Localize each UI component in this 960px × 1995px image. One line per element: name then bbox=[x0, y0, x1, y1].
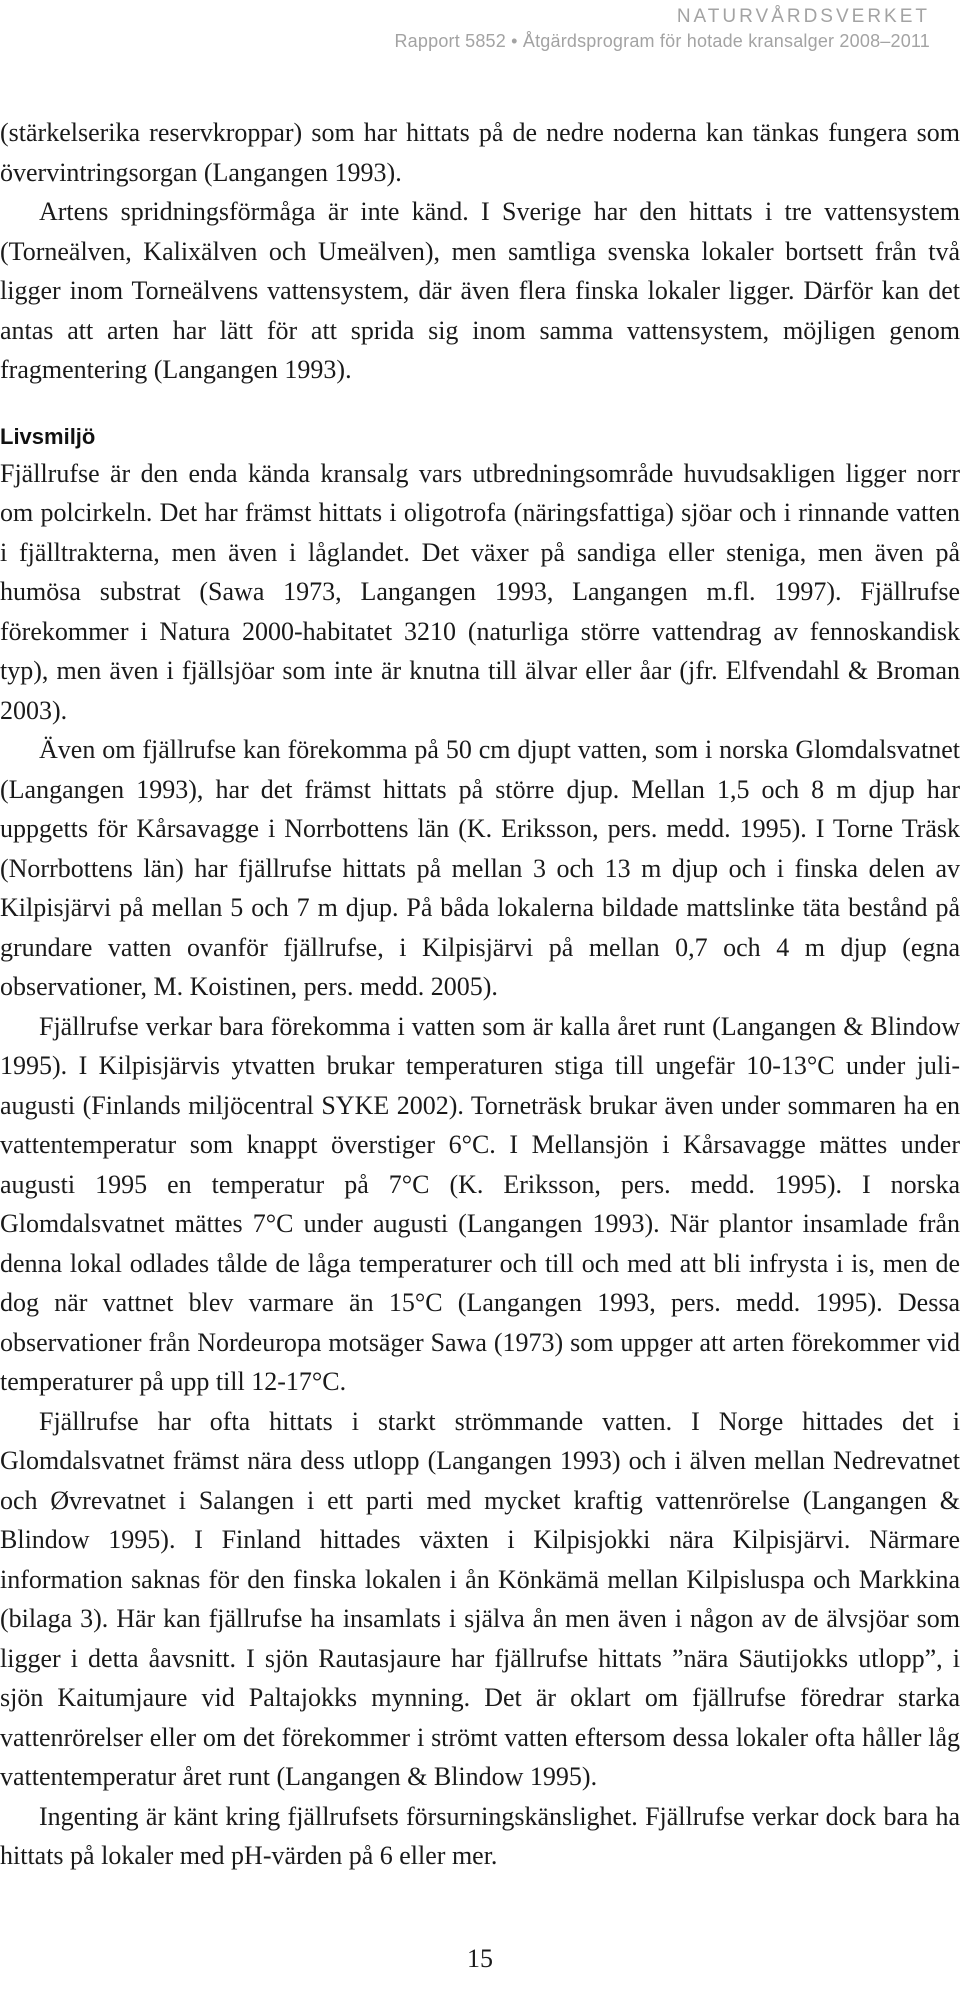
page-number: 15 bbox=[467, 1944, 493, 1973]
paragraph: Artens spridningsförmåga är inte känd. I Sverige har den hittats i tre vattensystem (Torneälven, Kalixälven och Umeälven), men samtliga svenska lokaler bortsett från två ligger inom Torneälvens vattensystem, där även flera finska lokaler ligger. Därför kan det antas att arten har lätt för att sprida sig inom samma vattensystem, möjligen genom fragmentering (Langangen 1993). bbox=[0, 197, 960, 384]
header-report-title: Rapport 5852 • Åtgärdsprogram för hotade kransalger 2008–2011 bbox=[394, 31, 930, 51]
page-header bbox=[394, 6, 930, 54]
paragraph: Fjällrufse är den enda kända kransalg vars utbredningsområde huvudsakligen ligger norr om polcirkeln. Det har främst hittats i oligotrofa (näringsfattiga) sjöar och i rinnande vatten i fjälltrakterna, men även i låglandet. Det växer på sandiga eller steniga, men även på humösa substrat (Sawa 1973, Langangen 1993, Langangen m.fl. 1997). Fjällrufse förekommer i Natura 2000-habitatet 3210 (naturliga större vattendrag av fennoskandisk typ), men även i fjällsjöar som inte är knutna till älvar eller åar (jfr. Elfvendahl & Broman 2003). bbox=[0, 458, 960, 725]
paragraph: (stärkelserika reservkroppar) som har hittats på de nedre noderna kan tänkas fungera som övervintringsorgan (Langangen 1993). bbox=[0, 118, 960, 187]
paragraph: Fjällrufse har ofta hittats i starkt strömmande vatten. I Norge hittades det i Glomdalsvatnet främst nära dess utlopp (Langangen 1993) och i älven mellan Nedrevatnet och Øvrevatnet i Salangen i ett parti med mycket kraftig vattenrörelse (Langangen & Blindow 1995). I Finland hittades växten i Kilpisjokki nära Kilpisjärvi. Närmare information saknas för den finska lokalen i ån Könkämä mellan Kilpisluspa och Markkina (bilaga 3). Här kan fjällrufse ha insamlats i själva ån men även i någon av de älvsjöar som ligger i detta åavsnitt. I sjön Rautasjaure har fjällrufse hittats ”nära Säutijokks utlopp”, i sjön Kaitumjaure vid Paltajokks mynning. Det är oklart om fjällrufse föredrar starka vattenrörelser eller om det förekommer i strömt vatten eftersom dessa lokaler ofta håller låg vattentemperatur året runt (Langangen & Blindow 1995). bbox=[0, 1406, 960, 1791]
paragraph: Fjällrufse verkar bara förekomma i vatten som är kalla året runt (Langangen & Blindow 1995). I Kilpisjärvis ytvatten brukar temperaturen stiga till ungefär 10-13°C under juli-augusti (Finlands miljöcentral SYKE 2002). Torneträsk brukar även under sommaren ha en vattentemperatur som knappt överstiger 6°C. I Mellansjön i Kårsavagge mättes under augusti 1995 en temperatur på 7°C (K. Eriksson, pers. medd. 1995). I norska Glomdalsvatnet mättes 7°C under augusti (Langangen 1993). När plantor insamlade från denna lokal odlades tålde de låga temperaturer och till och med att bli infrysta i is, men de dog när vattnet blev varmare än 15°C (Langangen 1993, pers. medd. 1995). Dessa observationer från Nordeuropa motsäger Sawa (1973) som uppger att arten förekommer vid temperaturer på upp till 12-17°C. bbox=[0, 1011, 960, 1396]
body-text bbox=[0, 113, 960, 1876]
header-organization: NATURVÅRDSVERKET bbox=[676, 6, 930, 27]
section-heading: Livsmiljö bbox=[0, 423, 96, 449]
paragraph: Ingenting är känt kring fjällrufsets försurningskänslighet. Fjällrufse verkar dock bara ha hittats på lokaler med pH-värden på 6 eller mer. bbox=[0, 1801, 960, 1870]
paragraph: Även om fjällrufse kan förekomma på 50 cm djupt vatten, som i norska Glomdalsvatnet (Langangen 1993), har det främst hittats på större djup. Mellan 1,5 och 8 m djup har uppgetts för Kårsavagge i Norrbottens län (K. Eriksson, pers. medd. 1995). I Torne Träsk (Norrbottens län) har fjällrufse hittats på mellan 3 och 13 m djup och i finska delen av Kilpisjärvi på mellan 5 och 7 m djup. På båda lokalerna bildade mattslinke täta bestånd på grundare vatten ovanför fjällrufse, i Kilpisjärvi på mellan 0,7 och 4 m djup (egna observationer, M. Koistinen, pers. medd. 2005). bbox=[0, 735, 960, 1001]
